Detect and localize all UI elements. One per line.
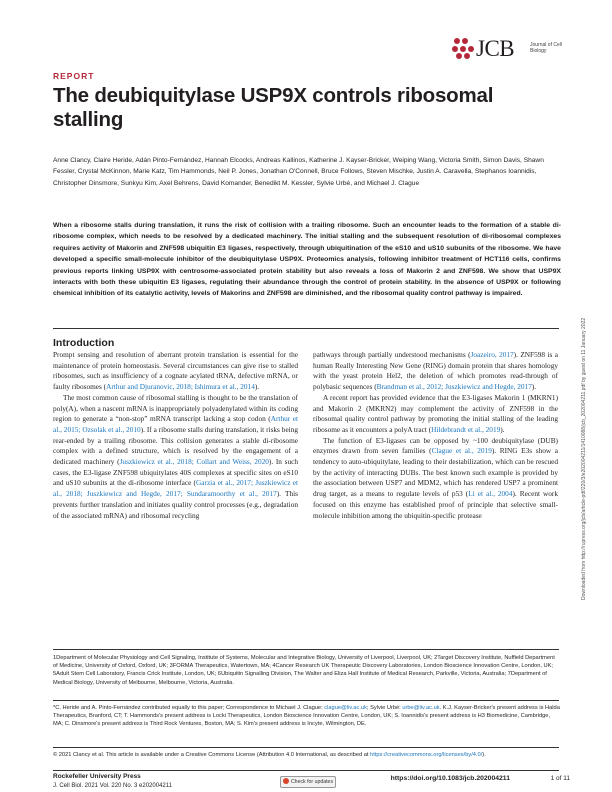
license-link[interactable]: https://creativecommons.org/licenses/by/4.0/ [370, 752, 483, 758]
intro-left-column [53, 350, 298, 521]
page-number: 1 of 11 [550, 775, 570, 782]
paragraph: pathways through partially understood mechanisms (Joazeiro, 2017). ZNF598 is a human Really Interesting New Gene (RING) domain protein that shares homology with the yeast protein Hel2, the deletion of which promotes read-through of polybasic sequences (Brandman et al., 2012; Juszkiewicz and Hegde, 2017). [313, 350, 558, 392]
logo-subtitle: Journal of Cell Biology [530, 42, 562, 54]
paragraph: The function of E3-ligases can be opposed by ~100 deubiquitylase (DUB) enzymes drawn from seven families (Clague et al., 2019). RING E3s show a tendency to auto-ubiquitylate, leading to their destabilization, which can be rescued by the activity of interacting DUBs. The best known such example is provided by the association between USP7 and MDM2, which has rendered USP7 a prominent drug target, as a means to regulate levels of p53 (Li et al., 2004). Recent work focused on this enzyme has established proof of principle that selective small-molecule inhibition among the ubiquitin-specific protease [313, 435, 558, 520]
citation-link[interactable]: Arthur et al., 2015; Ozsolak et al., 2010 [53, 414, 298, 434]
citation-link[interactable]: Garzia et al., 2017; Juszkiewicz et al., 2018; Juszkiewicz and Hegde, 2017; Sundaramoorthy et al., 2017 [53, 478, 299, 499]
logo-text: JCB [476, 36, 515, 61]
citation-link[interactable]: Hildebrandt et al., 2019 [431, 424, 501, 434]
section-label: REPORT [53, 71, 95, 81]
check-updates-icon [283, 778, 289, 784]
journal-citation: J. Cell Biol. 2021 Vol. 220 No. 3 e202004211 [53, 783, 172, 789]
citation-link[interactable]: Arthur and Djuranovic, 2018; Ishimura et al., 2014 [106, 382, 255, 392]
doi-link[interactable]: https://doi.org/10.1083/jcb.202004211 [390, 775, 510, 782]
check-updates-label: Check for updates [290, 779, 334, 785]
affiliations-footnote: 1Department of Molecular Physiology and Cell Signaling, Institute of Systems, Molecular and Integrative Biology, University of Liverpool, Liverpool, UK; 2Target Discovery Institute, Nuffield Department of Medicine, University of Oxford, Oxford, UK; 3FORMA Therapeutics, Watertown, MA; 4Cancer Research UK Therapeutic Discovery Laboratories, London Bioscience Innovation Centre, London, UK; 5Adult Stem Cell Laboratory, Francis Crick Institute, London, UK; 6Ubiquitin Signalling Division, The Walter and Eliza Hall Institute of Medical Research, Parkville, Victoria, Australia; 7Department of Medical Biology, University of Melbourne, Melbourne, Victoria, Australia. [53, 655, 555, 686]
abstract: When a ribosome stalls during translation, it runs the risk of collision with a trailing ribosome. Such an encounter leads to the formation of a stable di-ribosome complex, which needs to be resolved by a dedicated machinery. The initial stalling and the subsequent resolution of di-ribosomal complexes requires activity of Makorin and ZNF598 ubiquitin E3 ligases, respectively, through ubiquitination of the eS10 and uS10 subunits of the ribosome. We have developed a specific small-molecule inhibitor of the deubiquitylase USP9X. Proteomics analysis, following inhibitor treatment of HCT116 cells, confirms previous reports linking USP9X with centrosome-associated protein stability but also reveals a loss of Makorin 2 and ZNF598. We show that USP9X interacts with both these ubiquitin E3 ligases, regulating their abundance through the control of protein stability. In the absence of USP9X or following chemical inhibition of its catalytic activity, levels of Makorins and ZNF598 are diminished, and the ribosomal quality control pathway is impaired. [53, 222, 561, 298]
paragraph: The most common cause of ribosomal stalling is thought to be the translation of poly(A), when a nascent mRNA is inappropriately polyadenylated within its coding region to generate a “non-stop” mRNA transcript lacking a stop codon (Arthur et al., 2015; Ozsolak et al., 2010). If a ribosome stalls during translation, it risks being rear-ended by a trailing ribosome. This collision generates a stable di-ribosome complex with a defined structure, which is resolved by the engagement of a dedicated machinery (Juszkiewicz et al., 2018; Collart and Weiss, 2020). In such cases, the E3-ligase ZNF598 ubiquitylates 40S complexes at specific sites on eS10 and uS10 subunits at the di-ribosome interface (Garzia et al., 2017; Juszkiewicz et al., 2018; Juszkiewicz and Hegde, 2017; Sundaramoorthy et al., 2017). This prevents further translation and initiates quality control processes (e.g., degradation of the associated mRNA) and ribosomal recycling [53, 392, 299, 520]
citation-link[interactable]: Brandman et al., 2012; Juszkiewicz and Hegde, 2017 [376, 382, 532, 392]
journal-logo [452, 36, 572, 62]
article-title: The deubiquitylase USP9X controls ribosomal stalling [53, 84, 494, 131]
footnote-divider [53, 700, 559, 701]
correspondence-footnote: *C. Heride and A. Pinto-Fernández contributed equally to this paper; Correspondence to Michael J. Clague: clague@liv.ac.uk; Sylvie Urbé: urbe@liv.ac.uk. K.J. Kayser-Bricker's present address is Halda Therapeutics, Branford, CT; T. Hammonds's present address is Locki Therapeutics, London Bioscience Innovation Centre, London, UK; S. Ioannidis's present address is H3 Biomedicine, Cambridge, MA; C. Dinsmore's present address is Third Rock Ventures, Boston, MA; S. Kim's present address is Incyte, Wilmington, DE. [53, 705, 560, 728]
logo-dots-icon [452, 38, 478, 60]
introduction-heading: Introduction [53, 337, 115, 349]
footnote-divider [53, 747, 559, 748]
citation-link[interactable]: Juszkiewicz et al., 2018; Collart and Weiss, 2020 [119, 457, 269, 467]
license-note: © 2021 Clancy et al. This article is available under a Creative Commons License (Attribution 4.0 International, as described at https://creativecommons.org/licenses/by/4.0/). [53, 752, 486, 758]
citation-link[interactable]: Clague et al., 2019 [431, 446, 492, 456]
footer-divider [53, 770, 559, 771]
check-for-updates-button[interactable] [280, 776, 336, 788]
publisher-name: Rockefeller University Press [53, 773, 141, 780]
author-list [53, 155, 553, 189]
paragraph: Prompt sensing and resolution of aberrant protein translation is essential for the maintenance of protein homeostasis. Several circumstances can give rise to stalled ribosomes, such as insufficiency of a cognate acylated tRNA, defective mRNA, or faulty ribosomes (Arthur and Djuranovic, 2018; Ishimura et al., 2014). [53, 350, 298, 392]
intro-right-column [313, 350, 558, 521]
download-note: Downloaded from http://rupress.org/jcb/article-pdf/220/3/e202004211/1410088/jcb_202004211.pdf by guest on 11 January 2022 [581, 317, 587, 600]
citation-link[interactable]: Li et al., 2004 [468, 489, 513, 499]
email-link[interactable]: urbe@liv.ac.uk [402, 705, 440, 711]
citation-link[interactable]: Joazeiro, 2017 [470, 350, 514, 359]
authors-text: Anne Clancy, Claire Heride, Adán Pinto-Fernández, Hannah Elcocks, Andreas Kallinos, Katherine J. Kayser-Bricker, Weiping Wang, Victoria Smith, Simon Davis, Shawn Fessler, Crystal McKinnon, Marie Katz, Tim Hammonds, Neil P. Jones, Jonathan O'Connell, Bruce Follows, Steven Mischke, Justin A. Caravella, Stephanos Ioannidis, Christopher Dinsmore, Sunkyu Kim, Axel Behrens, David Komander, Benedikt M. Kessler, Sylvie Urbé, and Michael J. Clague [53, 157, 544, 187]
footnote-divider [53, 649, 559, 650]
section-divider [53, 328, 559, 329]
paragraph: A recent report has provided evidence that the E3-ligases Makorin 1 (MKRN1) and Makorin 2 (MKRN2) may complement the activity of ZNF598 in the ribosomal quality control pathway by promoting the initial stalling of the leading ribosome as it encounters a polyA tract (Hildebrandt et al., 2019). [313, 392, 558, 434]
email-link[interactable]: clague@liv.ac.uk [324, 705, 367, 711]
